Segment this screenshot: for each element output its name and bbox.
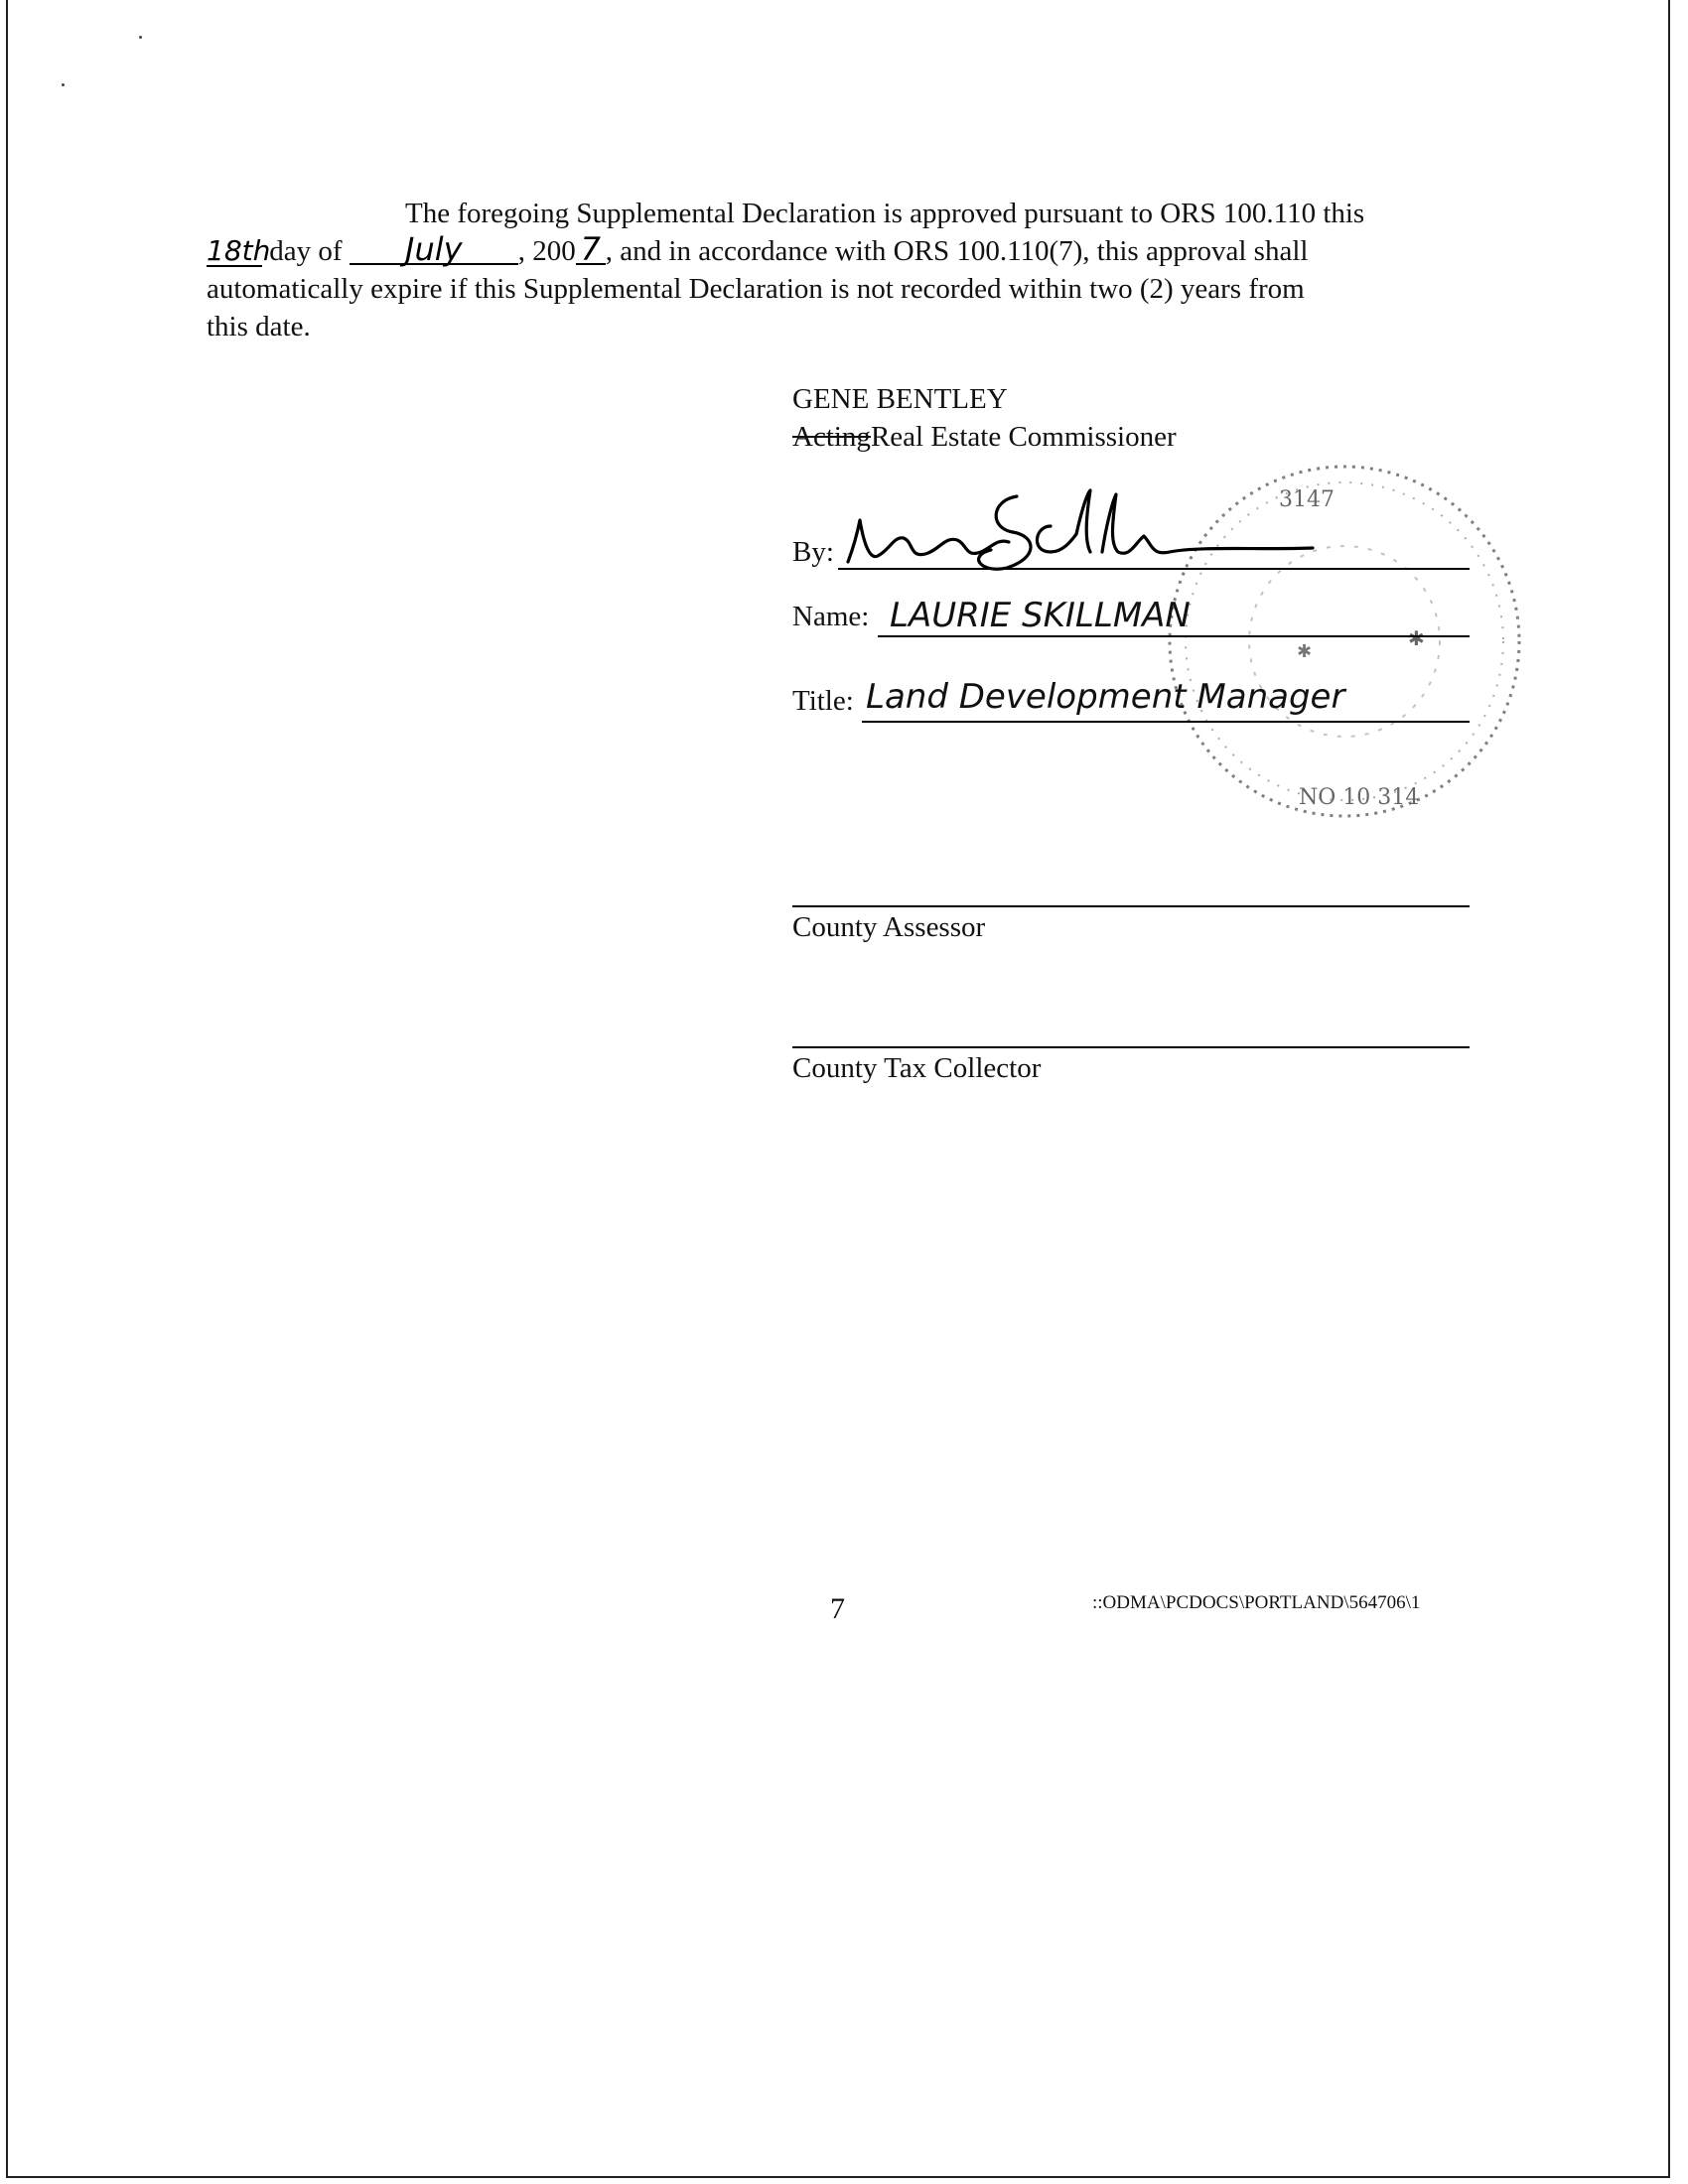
signatory-title-block [792, 421, 1177, 454]
scan-speck [62, 83, 65, 86]
paragraph-line-1 [207, 195, 1497, 232]
paragraph-line-2 [207, 232, 1497, 270]
signatory-title: Real Estate Commissioner [870, 421, 1177, 453]
seal-text-bottom: NO 10 314 [1299, 785, 1420, 810]
name-label: Name: [792, 601, 870, 632]
tax-collector-signature-line [792, 1046, 1470, 1048]
paragraph-line-2-rest: , and in accordance with ORS 100.110(7), this approval shall [605, 235, 1309, 267]
name-value: LAURIE SKILLMAN [890, 596, 1191, 635]
signatory-name: GENE BENTLEY [792, 383, 1008, 415]
paragraph-line-3: automatically expire if this Supplemental Declaration is not recorded within two (2) years from [207, 273, 1305, 305]
title-line [862, 721, 1470, 723]
title-label: Title: [792, 685, 854, 717]
seal-text-top: 3147 [1279, 487, 1335, 512]
handwritten-signature [842, 486, 1378, 576]
year-prefix: , 200 [517, 235, 576, 267]
county-assessor-label: County Assessor [792, 911, 986, 943]
paragraph-line-1-text: The foregoing Supplemental Declaration is approved pursuant to ORS 100.110 this [405, 198, 1365, 229]
seal-star: ✱ [1297, 641, 1313, 662]
title-value: Land Development Manager [866, 677, 1345, 717]
day-of-text: day of [269, 235, 343, 267]
name-line [878, 635, 1470, 637]
paragraph-line-4: this date. [207, 311, 311, 342]
county-tax-collector-label: County Tax Collector [792, 1052, 1042, 1084]
document-id: ::ODMA\PCDOCS\PORTLAND\564706\1 [1092, 1592, 1421, 1613]
year-handwritten: 7 [576, 235, 606, 265]
scan-speck [139, 36, 142, 39]
assessor-signature-line [792, 905, 1470, 907]
day-handwritten: 18th [207, 234, 271, 267]
seal-star: ✱ [1408, 626, 1425, 650]
approval-paragraph [207, 195, 1497, 345]
struck-title-word: Acting [792, 421, 871, 453]
by-label: By: [792, 536, 834, 568]
month-handwritten: July [350, 235, 518, 265]
page-number: 7 [830, 1592, 845, 1625]
